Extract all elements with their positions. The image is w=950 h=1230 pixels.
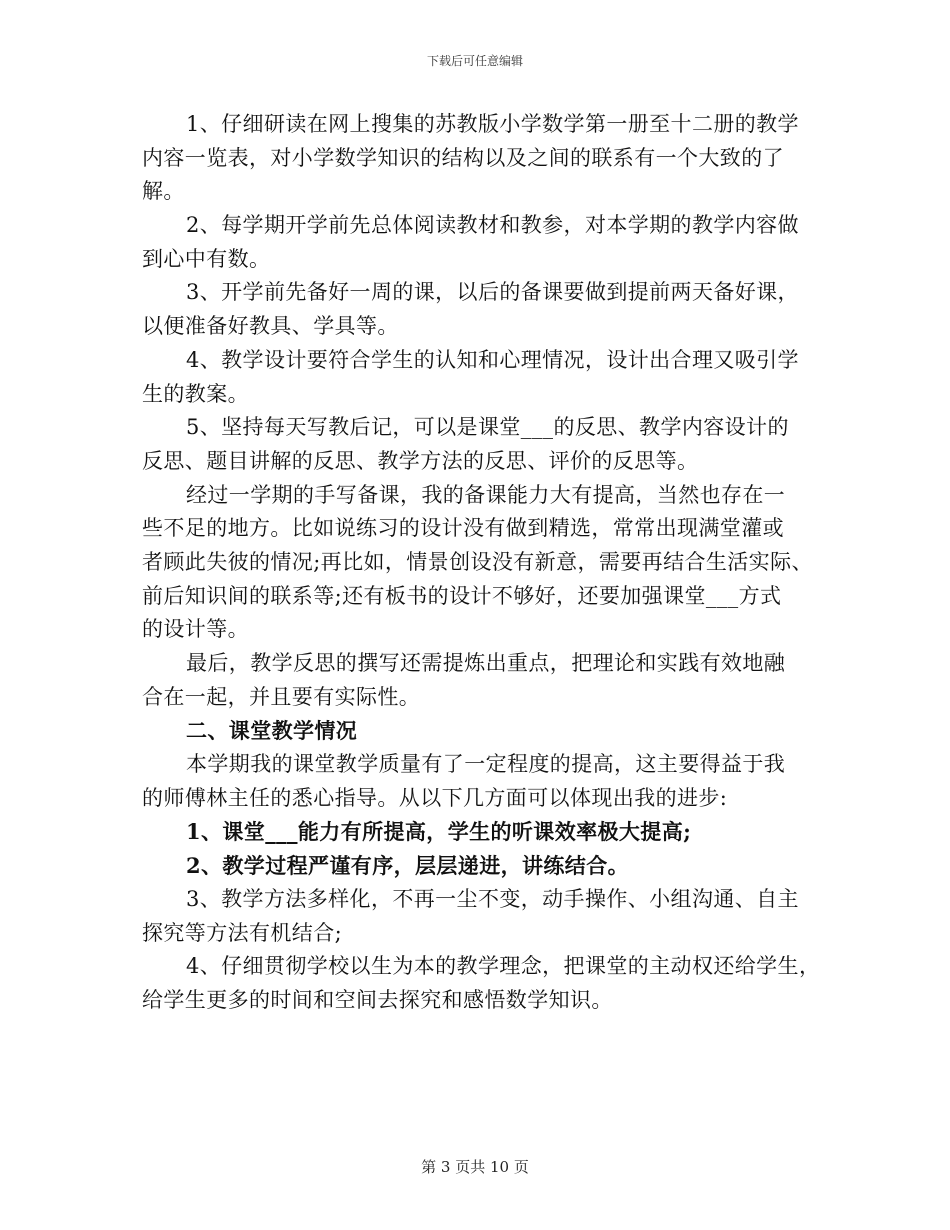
text-line: 3、开学前先备好一周的课，以后的备课要做到提前两天备好课， — [186, 280, 799, 305]
text-line: 3、教学方法多样化，不再一尘不变，动手操作、小组沟通、自主 — [186, 886, 799, 911]
text-line: 的师傅林主任的悉心指导。从以下几方面可以体现出我的进步: — [142, 785, 728, 810]
text-line: 本学期我的课堂教学质量有了一定程度的提高，这主要得益于我 — [186, 752, 786, 777]
text-line: 些不足的地方。比如说练习的设计没有做到精选，常常出现满堂灌或 — [142, 516, 784, 541]
page-footer: 第 3 页共 10 页 — [421, 1158, 529, 1176]
text-line: 经过一学期的手写备课，我的备课能力大有提高，当然也存在一 — [186, 482, 786, 507]
text-line: 到心中有数。 — [142, 246, 271, 271]
text-line: 以便准备好教具、学具等。 — [142, 314, 399, 339]
text-line: 4、仔细贯彻学校以生为本的教学理念，把课堂的主动权还给学生， — [186, 954, 821, 979]
text-line: 解。 — [142, 179, 185, 204]
text-line: 生的教案。 — [142, 381, 249, 406]
text-line: 2、教学过程严谨有序，层层递进，讲练结合。 — [186, 853, 630, 879]
text-line: 1、仔细研读在网上搜集的苏教版小学数学第一册至十二册的教学 — [186, 112, 799, 136]
text-line: 最后，教学反思的撰写还需提炼出重点，把理论和实践有效地融 — [186, 651, 786, 675]
text-line: 给学生更多的时间和空间去探究和感悟数学知识。 — [142, 987, 613, 1012]
page-header: 下载后可任意编辑 — [426, 54, 523, 68]
text-line: 1、课堂___能力有所提高，学生的听课效率极大提高; — [186, 819, 692, 845]
section-heading: 二、课堂教学情况 — [186, 718, 358, 744]
text-line: 者顾此失彼的情况;再比如，情景创设没有新意，需要再结合生活实际、 — [142, 549, 813, 574]
text-line: 合在一起，并且要有实际性。 — [142, 684, 421, 709]
text-line: 内容一览表，对小学数学知识的结构以及之间的联系有一个大致的了 — [142, 145, 784, 170]
text-line: 探究等方法有机结合; — [142, 920, 343, 945]
text-line: 反思、题目讲解的反思、教学方法的反思、评价的反思等。 — [142, 448, 699, 473]
text-line: 5、坚持每天写教后记，可以是课堂___的反思、教学内容设计的 — [186, 415, 789, 440]
text-line: 的设计等。 — [142, 617, 249, 642]
text-line: 2、每学期开学前先总体阅读教材和教参，对本学期的教学内容做 — [186, 213, 799, 238]
text-line: 前后知识间的联系等;还有板书的设计不够好，还要加强课堂___方式 — [142, 583, 782, 608]
document-body — [142, 108, 821, 1018]
text-line: 4、教学设计要符合学生的认知和心理情况，设计出合理又吸引学 — [186, 347, 799, 372]
